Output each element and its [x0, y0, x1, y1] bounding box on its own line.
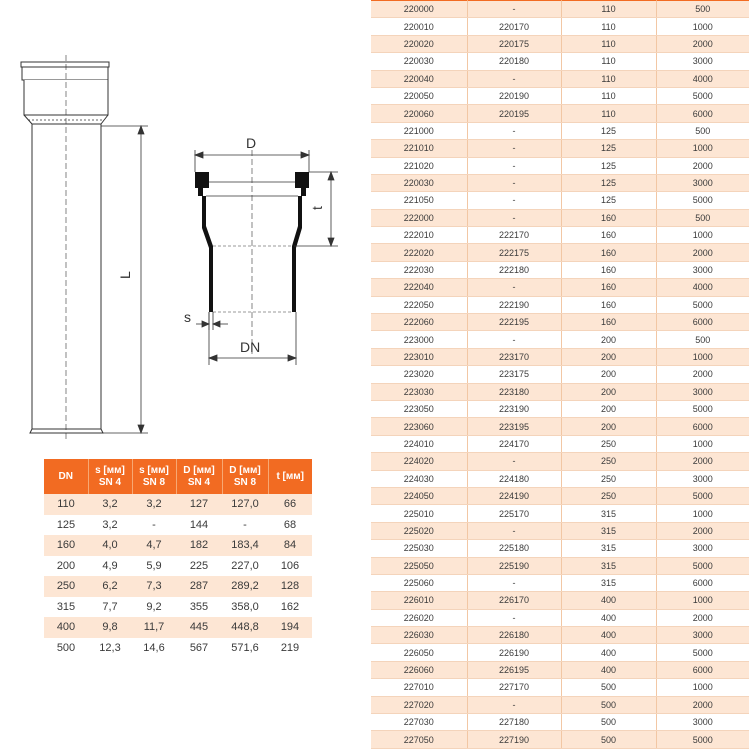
- articles-table-cell: 222010: [371, 227, 467, 244]
- articles-table-cell: 223190: [467, 400, 561, 417]
- dims-table-cell: 183,4: [222, 535, 268, 556]
- articles-table-cell: -: [467, 192, 561, 209]
- articles-table-row: [371, 87, 749, 104]
- articles-table-cell: 3000: [656, 261, 749, 278]
- articles-table-cell: 223170: [467, 348, 561, 365]
- articles-table-cell: 222195: [467, 314, 561, 331]
- articles-table-cell: 110: [561, 70, 656, 87]
- articles-table-cell: 160: [561, 296, 656, 313]
- articles-table-cell: 500: [656, 1, 749, 18]
- articles-table-cell: 222030: [371, 261, 467, 278]
- articles-table-cell: 500: [656, 209, 749, 226]
- pipe-drawing: [21, 55, 109, 440]
- articles-table-cell: 4000: [656, 279, 749, 296]
- articles-table-cell: 125: [561, 157, 656, 174]
- articles-table-cell: 3000: [656, 540, 749, 557]
- articles-table-cell: 500: [656, 331, 749, 348]
- articles-table-cell: 200: [561, 418, 656, 435]
- wall-thickness-label: s: [184, 309, 191, 325]
- dims-table-cell: 250: [44, 576, 88, 597]
- articles-table-cell: 1000: [656, 435, 749, 452]
- articles-table-cell: 500: [561, 714, 656, 731]
- articles-table-cell: 222180: [467, 261, 561, 278]
- articles-table-cell: 1000: [656, 592, 749, 609]
- articles-table-cell: -: [467, 1, 561, 18]
- articles-table-cell: 222000: [371, 209, 467, 226]
- articles-table-cell: 225170: [467, 505, 561, 522]
- articles-table-cell: -: [467, 174, 561, 191]
- articles-table-cell: 220050: [371, 87, 467, 104]
- articles-table-cell: 2000: [656, 157, 749, 174]
- articles-table-row: [371, 627, 749, 644]
- dims-table-cell: 445: [176, 617, 222, 638]
- dims-table-cell: 225: [176, 556, 222, 577]
- articles-table-cell: 160: [561, 314, 656, 331]
- articles-table-cell: -: [467, 453, 561, 470]
- dims-table-cell: 200: [44, 556, 88, 577]
- articles-table-cell: 1000: [656, 679, 749, 696]
- articles-table-cell: 3000: [656, 383, 749, 400]
- articles-table-cell: 110: [561, 35, 656, 52]
- articles-table-cell: 315: [561, 557, 656, 574]
- articles-table-cell: 500: [561, 679, 656, 696]
- articles-table-cell: 223000: [371, 331, 467, 348]
- articles-table-cell: 5000: [656, 296, 749, 313]
- dims-table-cell: 144: [176, 515, 222, 536]
- articles-table-cell: 5000: [656, 557, 749, 574]
- articles-table-cell: 225050: [371, 557, 467, 574]
- articles-table-row: [371, 70, 749, 87]
- dims-table-cell: 127: [176, 494, 222, 515]
- dimensions-table: [44, 459, 312, 658]
- articles-table-row: [371, 453, 749, 470]
- articles-table-cell: 223060: [371, 418, 467, 435]
- articles-table-cell: 250: [561, 435, 656, 452]
- articles-table-cell: 1000: [656, 505, 749, 522]
- articles-table-cell: 225010: [371, 505, 467, 522]
- dims-table-cell: 160: [44, 535, 88, 556]
- articles-table-cell: 226050: [371, 644, 467, 661]
- articles-table-cell: 221020: [371, 157, 467, 174]
- articles-table-cell: 5000: [656, 731, 749, 748]
- articles-table-row: [371, 53, 749, 70]
- articles-table-cell: 224190: [467, 487, 561, 504]
- dims-table-cell: 4,9: [88, 556, 132, 577]
- articles-table-cell: 225060: [371, 574, 467, 591]
- dims-header-cell: [88, 459, 132, 494]
- articles-table-body: [371, 1, 749, 748]
- articles-table-cell: 225020: [371, 522, 467, 539]
- articles-table-cell: 220170: [467, 18, 561, 35]
- articles-table-cell: 110: [561, 53, 656, 70]
- articles-table-cell: 226030: [371, 627, 467, 644]
- length-label: L: [117, 271, 133, 279]
- articles-table-cell: 250: [561, 453, 656, 470]
- articles-table-row: [371, 383, 749, 400]
- articles-table-cell: -: [467, 522, 561, 539]
- articles-table-cell: 5000: [656, 400, 749, 417]
- articles-table-cell: 225030: [371, 540, 467, 557]
- dims-table-cell: -: [222, 515, 268, 536]
- dims-table-cell: 358,0: [222, 597, 268, 618]
- articles-table-cell: -: [467, 122, 561, 139]
- articles-table-cell: 222040: [371, 279, 467, 296]
- articles-table-row: [371, 696, 749, 713]
- dims-table-cell: 194: [268, 617, 312, 638]
- articles-table-cell: 223050: [371, 400, 467, 417]
- articles-table-cell: 2000: [656, 244, 749, 261]
- articles-table-cell: 160: [561, 261, 656, 278]
- articles-table-cell: 224010: [371, 435, 467, 452]
- articles-table-row: [371, 609, 749, 626]
- articles-table-row: [371, 157, 749, 174]
- articles-table-cell: 2000: [656, 35, 749, 52]
- dims-table-cell: 219: [268, 638, 312, 659]
- articles-table-cell: -: [467, 574, 561, 591]
- articles-table-cell: 221010: [371, 140, 467, 157]
- articles-table-row: [371, 348, 749, 365]
- dims-header-cell: [176, 459, 222, 494]
- articles-table-cell: 226010: [371, 592, 467, 609]
- articles-table-cell: 222190: [467, 296, 561, 313]
- articles-table-cell: 160: [561, 209, 656, 226]
- dims-header-cell: [44, 459, 88, 494]
- dims-table-row: [44, 576, 312, 597]
- articles-table-cell: 224030: [371, 470, 467, 487]
- articles-table-cell: 227050: [371, 731, 467, 748]
- dims-table-row: [44, 515, 312, 536]
- articles-table-row: [371, 244, 749, 261]
- articles-table-cell: 125: [561, 192, 656, 209]
- articles-table-cell: 223030: [371, 383, 467, 400]
- articles-table-cell: 224180: [467, 470, 561, 487]
- articles-table-cell: 200: [561, 366, 656, 383]
- articles-table-cell: 220040: [371, 70, 467, 87]
- articles-table-cell: 400: [561, 627, 656, 644]
- articles-table-cell: 3000: [656, 627, 749, 644]
- articles-table-row: [371, 418, 749, 435]
- articles-table-cell: 110: [561, 1, 656, 18]
- articles-table-cell: 315: [561, 522, 656, 539]
- articles-table-cell: 315: [561, 574, 656, 591]
- articles-table-cell: 315: [561, 505, 656, 522]
- dims-table-cell: 68: [268, 515, 312, 536]
- articles-table-row: [371, 296, 749, 313]
- articles-table-cell: 227180: [467, 714, 561, 731]
- articles-table-row: [371, 1, 749, 18]
- dims-table-cell: 4,0: [88, 535, 132, 556]
- dims-table-row: [44, 556, 312, 577]
- articles-table-cell: 160: [561, 279, 656, 296]
- dims-header-text: s [мм]: [95, 465, 125, 476]
- articles-table-cell: 220000: [371, 1, 467, 18]
- articles-table-cell: 220190: [467, 87, 561, 104]
- articles-table-row: [371, 435, 749, 452]
- articles-table-cell: 2000: [656, 609, 749, 626]
- articles-table-cell: 400: [561, 661, 656, 678]
- articles-table-cell: 227170: [467, 679, 561, 696]
- articles-table-cell: 223020: [371, 366, 467, 383]
- dims-table-cell: 106: [268, 556, 312, 577]
- articles-table-cell: 3000: [656, 53, 749, 70]
- articles-table-cell: 220010: [371, 18, 467, 35]
- dims-table-cell: 289,2: [222, 576, 268, 597]
- articles-table-row: [371, 192, 749, 209]
- articles-table-row: [371, 314, 749, 331]
- articles-table-cell: -: [467, 140, 561, 157]
- dims-table-cell: 128: [268, 576, 312, 597]
- dims-table-cell: 7,3: [132, 576, 176, 597]
- articles-table-cell: 220195: [467, 105, 561, 122]
- dims-header-cell: [268, 459, 312, 494]
- articles-table-cell: 400: [561, 609, 656, 626]
- articles-table-cell: 125: [561, 174, 656, 191]
- articles-table-cell: 220030: [371, 53, 467, 70]
- articles-table-cell: 1000: [656, 140, 749, 157]
- articles-table-cell: 250: [561, 487, 656, 504]
- articles-table-cell: 226190: [467, 644, 561, 661]
- articles-table-cell: 2000: [656, 453, 749, 470]
- articles-table-row: [371, 661, 749, 678]
- articles-table-cell: 225180: [467, 540, 561, 557]
- articles-table-cell: 160: [561, 227, 656, 244]
- articles-table-cell: 400: [561, 644, 656, 661]
- articles-table-cell: -: [467, 70, 561, 87]
- articles-table-row: [371, 331, 749, 348]
- dimensions-table-body: [44, 494, 312, 658]
- dims-table-cell: 3,2: [132, 494, 176, 515]
- articles-table-cell: 3000: [656, 714, 749, 731]
- articles-table-cell: 6000: [656, 418, 749, 435]
- articles-table-cell: 227010: [371, 679, 467, 696]
- articles-table-cell: 226180: [467, 627, 561, 644]
- dims-table-cell: 66: [268, 494, 312, 515]
- articles-table-cell: 223175: [467, 366, 561, 383]
- articles-table-cell: 1000: [656, 227, 749, 244]
- articles-table-cell: 222170: [467, 227, 561, 244]
- articles-table-row: [371, 18, 749, 35]
- articles-table-cell: 220175: [467, 35, 561, 52]
- articles-table-cell: -: [467, 157, 561, 174]
- dims-header-text: SN 8: [233, 476, 257, 488]
- dims-table-cell: 127,0: [222, 494, 268, 515]
- articles-table-cell: 2000: [656, 366, 749, 383]
- articles-table-row: [371, 574, 749, 591]
- dims-table-cell: 9,8: [88, 617, 132, 638]
- articles-table-cell: 220060: [371, 105, 467, 122]
- articles-table-cell: 125: [561, 140, 656, 157]
- articles-table-cell: 221000: [371, 122, 467, 139]
- articles-table-row: [371, 540, 749, 557]
- articles-table-row: [371, 261, 749, 278]
- nominal-diameter-label: DN: [240, 339, 261, 355]
- articles-table-row: [371, 400, 749, 417]
- articles-table-cell: 2000: [656, 522, 749, 539]
- dims-table-cell: 12,3: [88, 638, 132, 659]
- dims-table-cell: 355: [176, 597, 222, 618]
- articles-table-cell: 6000: [656, 661, 749, 678]
- dims-table-row: [44, 494, 312, 515]
- articles-table-cell: 160: [561, 244, 656, 261]
- dims-table-cell: 571,6: [222, 638, 268, 659]
- articles-table-row: [371, 105, 749, 122]
- articles-table-cell: -: [467, 209, 561, 226]
- articles-table-row: [371, 714, 749, 731]
- articles-table-cell: -: [467, 279, 561, 296]
- articles-table-row: [371, 140, 749, 157]
- articles-table-cell: 500: [656, 122, 749, 139]
- articles-table-row: [371, 487, 749, 504]
- articles-table-row: [371, 470, 749, 487]
- socket-section-drawing: [195, 150, 309, 355]
- dims-table-cell: 315: [44, 597, 88, 618]
- dims-table-row: [44, 535, 312, 556]
- articles-table-cell: 200: [561, 348, 656, 365]
- articles-table-cell: 110: [561, 18, 656, 35]
- articles-table-cell: -: [467, 331, 561, 348]
- articles-table-cell: 222050: [371, 296, 467, 313]
- articles-table-cell: 500: [561, 696, 656, 713]
- articles-table-cell: 4000: [656, 70, 749, 87]
- articles-table-cell: 224050: [371, 487, 467, 504]
- dims-table-cell: 4,7: [132, 535, 176, 556]
- dims-table-row: [44, 617, 312, 638]
- dims-table-cell: 448,8: [222, 617, 268, 638]
- dims-table-cell: 84: [268, 535, 312, 556]
- dims-header-text: DN: [58, 470, 73, 482]
- dims-table-cell: 3,2: [88, 515, 132, 536]
- articles-table-row: [371, 731, 749, 748]
- dims-header-text: D [мм]: [229, 465, 261, 476]
- articles-table-cell: 227030: [371, 714, 467, 731]
- articles-table-cell: 250: [561, 470, 656, 487]
- articles-table-cell: 222175: [467, 244, 561, 261]
- articles-table-cell: 223010: [371, 348, 467, 365]
- socket-depth-label: t: [309, 206, 325, 210]
- articles-table-cell: 226195: [467, 661, 561, 678]
- dims-header-cell: [132, 459, 176, 494]
- articles-table-cell: 5000: [656, 87, 749, 104]
- articles-table-cell: 223195: [467, 418, 561, 435]
- articles-table-cell: 226170: [467, 592, 561, 609]
- articles-table-cell: 220030: [371, 174, 467, 191]
- articles-table-row: [371, 279, 749, 296]
- dims-table-row: [44, 597, 312, 618]
- dims-table-cell: 6,2: [88, 576, 132, 597]
- articles-table-cell: 400: [561, 592, 656, 609]
- articles-table-row: [371, 122, 749, 139]
- articles-table-cell: 222020: [371, 244, 467, 261]
- dims-header-text: SN 4: [187, 476, 211, 488]
- articles-table-row: [371, 174, 749, 191]
- articles-table-cell: 226020: [371, 609, 467, 626]
- dimensions-table-header: [44, 459, 312, 494]
- articles-table-cell: 224020: [371, 453, 467, 470]
- dims-table-cell: 3,2: [88, 494, 132, 515]
- dims-table-cell: 125: [44, 515, 88, 536]
- articles-table-cell: -: [467, 696, 561, 713]
- dims-header-text: D [мм]: [183, 465, 215, 476]
- articles-table-row: [371, 35, 749, 52]
- articles-table-cell: 6000: [656, 574, 749, 591]
- articles-table-row: [371, 366, 749, 383]
- articles-table-cell: 1000: [656, 348, 749, 365]
- diameter-label: D: [246, 135, 257, 151]
- dims-table-cell: 182: [176, 535, 222, 556]
- articles-table-cell: 500: [561, 731, 656, 748]
- articles-table-row: [371, 505, 749, 522]
- articles-table-cell: -: [467, 609, 561, 626]
- dims-header-text: SN 8: [142, 476, 166, 488]
- articles-table-cell: 220020: [371, 35, 467, 52]
- dims-table-cell: 567: [176, 638, 222, 659]
- articles-table-cell: 110: [561, 105, 656, 122]
- dims-table-cell: 287: [176, 576, 222, 597]
- articles-table-cell: 3000: [656, 470, 749, 487]
- articles-table-cell: 1000: [656, 18, 749, 35]
- articles-table-cell: 5000: [656, 487, 749, 504]
- articles-table-cell: 221050: [371, 192, 467, 209]
- articles-table-cell: 5000: [656, 192, 749, 209]
- articles-table-cell: 200: [561, 400, 656, 417]
- articles-table-cell: 6000: [656, 314, 749, 331]
- articles-table-cell: 224170: [467, 435, 561, 452]
- dims-table-cell: 162: [268, 597, 312, 618]
- articles-table-cell: 125: [561, 122, 656, 139]
- dims-header-cell: [222, 459, 268, 494]
- articles-table-cell: 315: [561, 540, 656, 557]
- articles-table-row: [371, 522, 749, 539]
- dims-table-cell: 110: [44, 494, 88, 515]
- dims-header-text: s [мм]: [139, 465, 169, 476]
- dims-table-cell: 5,9: [132, 556, 176, 577]
- articles-table-cell: 225190: [467, 557, 561, 574]
- dims-table-cell: 11,7: [132, 617, 176, 638]
- dims-table-cell: 7,7: [88, 597, 132, 618]
- dims-header-text: SN 4: [98, 476, 122, 488]
- articles-table-cell: 3000: [656, 174, 749, 191]
- dims-table-cell: 227,0: [222, 556, 268, 577]
- articles-table-cell: 222060: [371, 314, 467, 331]
- articles-table-row: [371, 679, 749, 696]
- dims-header-text: t [мм]: [276, 470, 305, 482]
- articles-table-row: [371, 557, 749, 574]
- dims-table-cell: -: [132, 515, 176, 536]
- dims-table-cell: 9,2: [132, 597, 176, 618]
- articles-table-row: [371, 209, 749, 226]
- dims-table-cell: 500: [44, 638, 88, 659]
- articles-table-cell: 226060: [371, 661, 467, 678]
- articles-table-cell: 220180: [467, 53, 561, 70]
- articles-table-cell: 2000: [656, 696, 749, 713]
- articles-table: [371, 0, 749, 749]
- articles-table-cell: 227020: [371, 696, 467, 713]
- articles-table-cell: 110: [561, 87, 656, 104]
- articles-table-cell: 200: [561, 331, 656, 348]
- articles-table-cell: 223180: [467, 383, 561, 400]
- dims-table-cell: 400: [44, 617, 88, 638]
- articles-table-row: [371, 644, 749, 661]
- articles-table-row: [371, 227, 749, 244]
- articles-table-cell: 5000: [656, 644, 749, 661]
- articles-table-cell: 6000: [656, 105, 749, 122]
- dims-table-cell: 14,6: [132, 638, 176, 659]
- articles-table-cell: 227190: [467, 731, 561, 748]
- articles-table-cell: 200: [561, 383, 656, 400]
- dims-table-row: [44, 638, 312, 659]
- articles-table-row: [371, 592, 749, 609]
